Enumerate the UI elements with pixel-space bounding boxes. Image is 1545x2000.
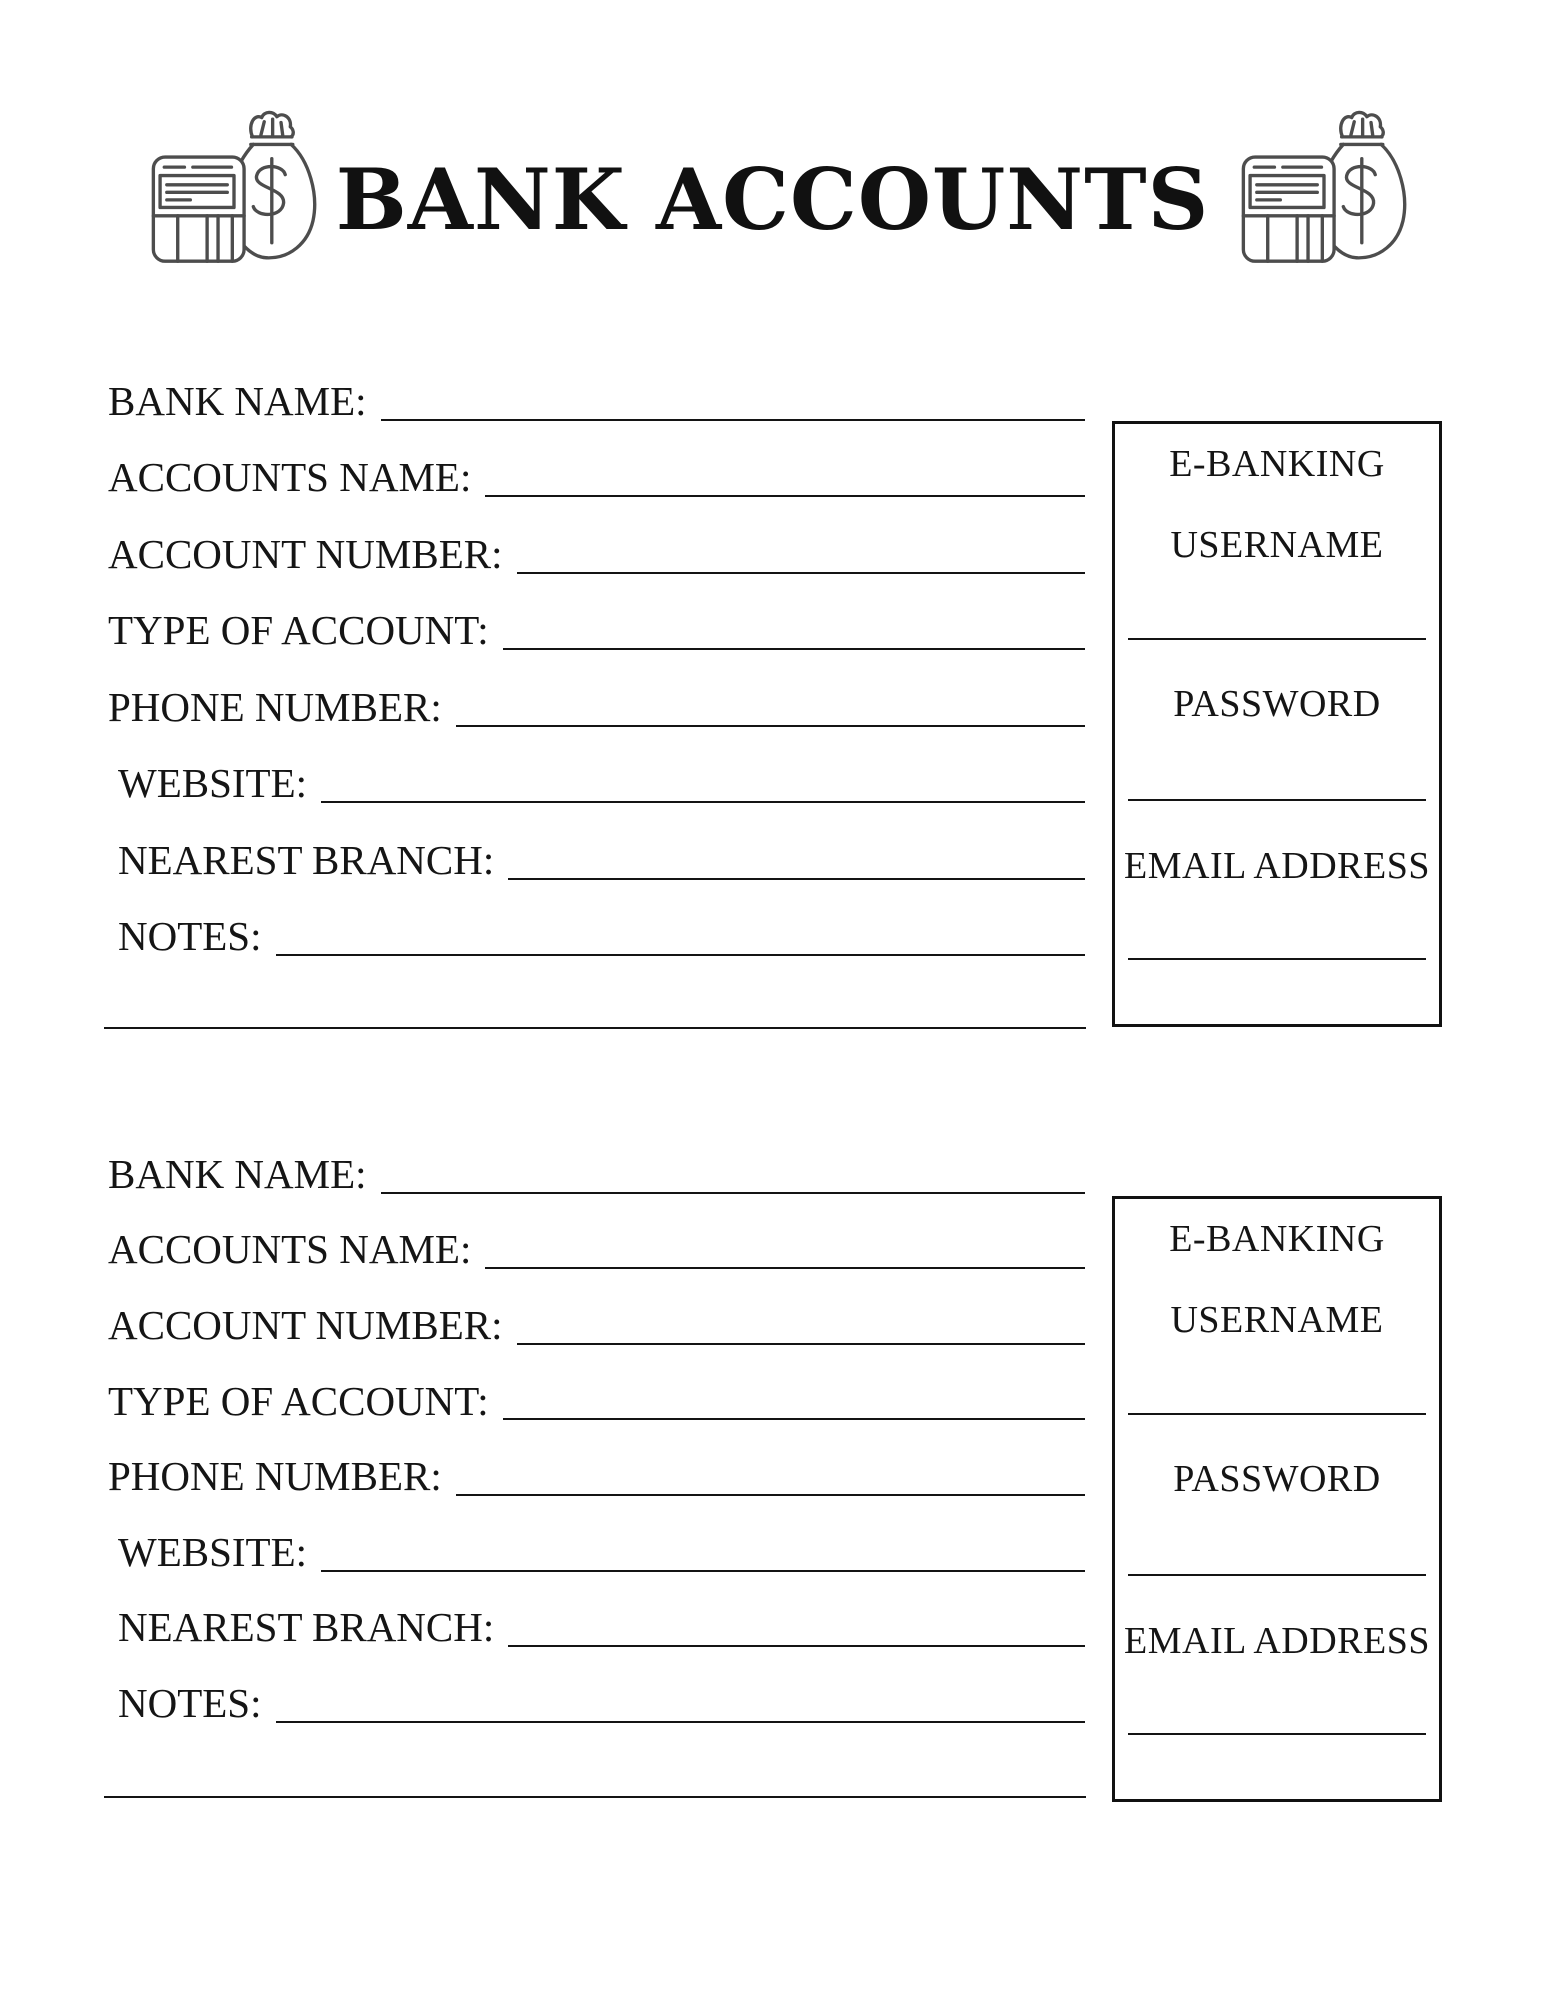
field-nearest-branch bbox=[108, 1574, 1085, 1650]
field-label: ACCOUNT NUMBER: bbox=[108, 530, 503, 577]
field-label: NOTES: bbox=[118, 913, 262, 960]
page-title: BANK ACCOUNTS bbox=[335, 150, 1210, 249]
field-phone-number bbox=[108, 1422, 1085, 1498]
field-label: BANK NAME: bbox=[108, 377, 367, 424]
bank-book-icon bbox=[153, 157, 244, 261]
fill-line bbox=[321, 1570, 1085, 1572]
field-label: WEBSITE: bbox=[118, 760, 308, 807]
ebanking-panel-1 bbox=[1112, 421, 1442, 1027]
field-accounts-name bbox=[108, 1196, 1085, 1272]
account-section-2 bbox=[108, 1120, 1085, 1725]
bank-book-icon bbox=[1243, 157, 1334, 261]
field-label: ACCOUNTS NAME: bbox=[108, 1226, 472, 1273]
fill-line bbox=[485, 495, 1085, 497]
field-account-number bbox=[108, 499, 1085, 576]
field-label: PHONE NUMBER: bbox=[108, 1453, 442, 1500]
field-nearest-branch bbox=[108, 805, 1085, 882]
field-notes bbox=[108, 882, 1085, 959]
account-section-1 bbox=[108, 346, 1085, 958]
email-fill-line bbox=[1128, 1733, 1426, 1735]
field-label: BANK NAME: bbox=[108, 1150, 367, 1197]
field-website bbox=[108, 729, 1085, 806]
fill-line bbox=[276, 1721, 1086, 1723]
email-fill-line bbox=[1128, 958, 1426, 960]
password-label: PASSWORD bbox=[1173, 683, 1381, 725]
password-fill-line bbox=[1128, 799, 1426, 801]
notes-continuation-line bbox=[104, 1027, 1086, 1029]
fill-line bbox=[456, 1494, 1085, 1496]
email-address-label: EMAIL ADDRESS bbox=[1124, 1620, 1430, 1662]
field-label: ACCOUNT NUMBER: bbox=[108, 1301, 503, 1348]
fill-line bbox=[381, 419, 1085, 421]
field-type-of-account bbox=[108, 1347, 1085, 1423]
fill-line bbox=[456, 725, 1085, 727]
field-label: NEAREST BRANCH: bbox=[118, 1604, 495, 1651]
bank-money-icon bbox=[1240, 108, 1408, 280]
ebanking-heading: E-BANKING bbox=[1169, 1218, 1385, 1260]
email-address-label: EMAIL ADDRESS bbox=[1124, 845, 1430, 887]
fill-line bbox=[517, 1343, 1086, 1345]
fill-line bbox=[381, 1192, 1085, 1194]
field-label: NEAREST BRANCH: bbox=[118, 836, 495, 883]
field-label: NOTES: bbox=[118, 1679, 262, 1726]
ebanking-heading: E-BANKING bbox=[1169, 443, 1385, 485]
fill-line bbox=[485, 1267, 1085, 1269]
field-notes bbox=[108, 1649, 1085, 1725]
fill-line bbox=[517, 572, 1086, 574]
username-fill-line bbox=[1128, 638, 1426, 640]
username-fill-line bbox=[1128, 1413, 1426, 1415]
fill-line bbox=[508, 1645, 1085, 1647]
password-fill-line bbox=[1128, 1574, 1426, 1576]
field-website bbox=[108, 1498, 1085, 1574]
username-label: USERNAME bbox=[1170, 1299, 1384, 1341]
field-type-of-account bbox=[108, 576, 1085, 653]
field-label: PHONE NUMBER: bbox=[108, 683, 442, 730]
field-account-number bbox=[108, 1271, 1085, 1347]
bank-money-icon bbox=[150, 108, 318, 280]
field-phone-number bbox=[108, 652, 1085, 729]
field-accounts-name bbox=[108, 423, 1085, 500]
fill-line bbox=[276, 954, 1086, 956]
fill-line bbox=[503, 1418, 1085, 1420]
field-bank-name bbox=[108, 346, 1085, 423]
password-label: PASSWORD bbox=[1173, 1458, 1381, 1500]
fill-line bbox=[508, 878, 1085, 880]
fill-line bbox=[503, 648, 1085, 650]
field-bank-name bbox=[108, 1120, 1085, 1196]
field-label: ACCOUNTS NAME: bbox=[108, 454, 472, 501]
username-label: USERNAME bbox=[1170, 524, 1384, 566]
fill-line bbox=[321, 801, 1085, 803]
field-label: TYPE OF ACCOUNT: bbox=[108, 607, 489, 654]
field-label: WEBSITE: bbox=[118, 1528, 308, 1575]
ebanking-panel-2 bbox=[1112, 1196, 1442, 1802]
field-label: TYPE OF ACCOUNT: bbox=[108, 1377, 489, 1424]
notes-continuation-line bbox=[104, 1796, 1086, 1798]
